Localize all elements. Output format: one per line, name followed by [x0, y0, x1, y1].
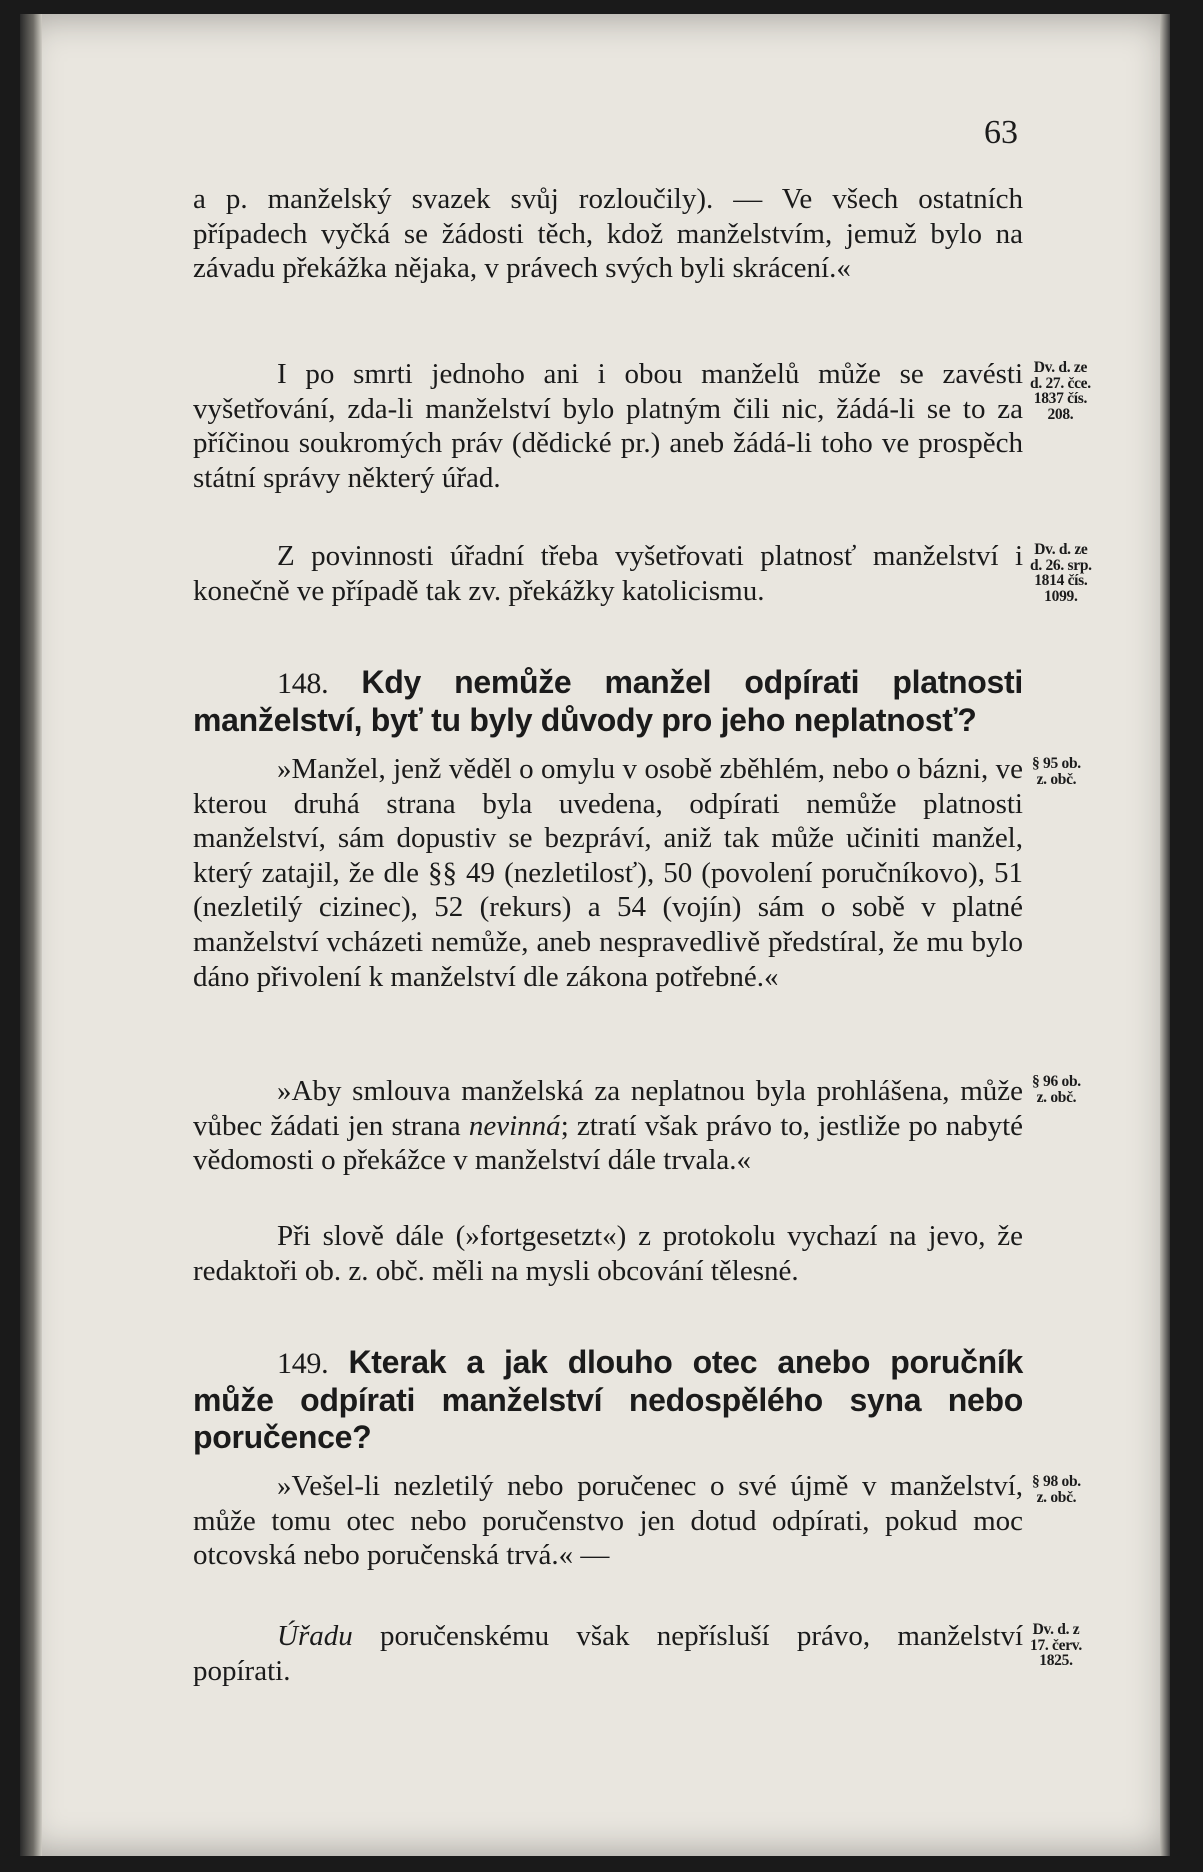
page-number: 63	[984, 114, 1018, 151]
book-spine-shadow	[20, 14, 42, 1856]
paragraph-uradu: Úřadu poručenskému však nepřísluší právo, manželství popírati.	[193, 1620, 1023, 1687]
margin-note-par-98: § 98 ob. z. obč.	[1032, 1473, 1081, 1506]
paragraph-aby-smlouva: »Aby smlouva manželská za neplatnou byla prohlášena, může vůbec žádati jen strana nevinná; ztratí však právo to, jestliže po nabyté vědomosti o překážce v manželství dále trvala.«	[193, 1075, 1023, 1177]
paragraph-po-smrti: I po smrti jednoho ani i obou manželů může se zavésti vyšetřování, zda-li manželství bylo platným čili nic, žádá-li se to za příčinou soukromých práv (dědické pr.) aneb žádá-li toho ve prospěch státní správy některý úřad.	[193, 358, 1023, 494]
book-page	[20, 14, 1170, 1856]
paragraph-z-povinnosti: Z povinnosti úřadní třeba vyšetřovati platnosť manželství i konečně ve případě tak zv. překážky katolicismu.	[193, 540, 1023, 607]
margin-note-par-96: § 96 ob. z. obč.	[1032, 1073, 1081, 1106]
section-title-149: Kterak a jak dlouho otec anebo poručník může odpírati manželství nedospělého syna nebo poručence?	[193, 1344, 1023, 1455]
page-edge-shadow	[1160, 14, 1170, 1856]
margin-note-dvorni-dekret-1814: Dv. d. ze d. 26. srp. 1814 čís. 1099.	[1030, 541, 1092, 605]
paragraph-vesel-li: »Vešel-li nezletilý nebo poručenec o své újmě v manželství, může tomu otec nebo poručenstvo jen dotud odpírati, pokud moc otcovská nebo poručenská trvá.« —	[193, 1470, 1023, 1572]
paragraph-pri-slove: Při slově dále (»fortgesetzt«) z protokolu vychazí na jevo, že redaktoři ob. z. obč. měli na mysli obcování tělesné.	[193, 1220, 1023, 1287]
section-heading-149	[193, 1344, 1023, 1456]
emphasis-nevinna: nevinná	[468, 1109, 561, 1142]
paragraph-manzel-jenz: »Manžel, jenž věděl o omylu v osobě zběhlém, nebo o bázni, ve kterou druhá strana byla uvedena, odpírati nemůže platnosti manželství, sám dopustiv se bezpráví, aniž tak může učiniti manžel, který zatajil, že dle §§ 49 (nezletilosť), 50 (povolení poručníkovo), 51 (nezletilý cizinec), 52 (rekurs) a 54 (vojín) sám o sobě v platné manželství vcházeti nemůže, aneb nespravedlivě předstíral, že mu bylo dáno přivolení k manželství dle zákona potřebné.«	[193, 753, 1023, 993]
section-number-149: 149.	[277, 1347, 329, 1380]
margin-note-dvorni-dekret-1837: Dv. d. ze d. 27. čce. 1837 čís. 208.	[1030, 359, 1091, 423]
section-number-148: 148.	[277, 667, 329, 700]
section-heading-148	[193, 664, 1023, 739]
margin-note-dvorni-dekret-1825: Dv. d. z 17. červ. 1825.	[1030, 1621, 1082, 1669]
margin-note-par-95: § 95 ob. z. obč.	[1032, 755, 1081, 788]
paragraph-continuation: a p. manželský svazek svůj rozloučily). — Ve všech ostatních případech vyčká se žádosti těch, kdož manželstvím, jemuž bylo na závadu překážka nějaka, v právech svých byli skrácení.«	[193, 183, 1023, 285]
section-title-148: Kdy nemůže manžel odpírati platnosti manželství, byť tu byly důvody pro jeho neplatnosť?	[193, 664, 1023, 738]
emphasis-uradu: Úřadu	[277, 1620, 353, 1652]
